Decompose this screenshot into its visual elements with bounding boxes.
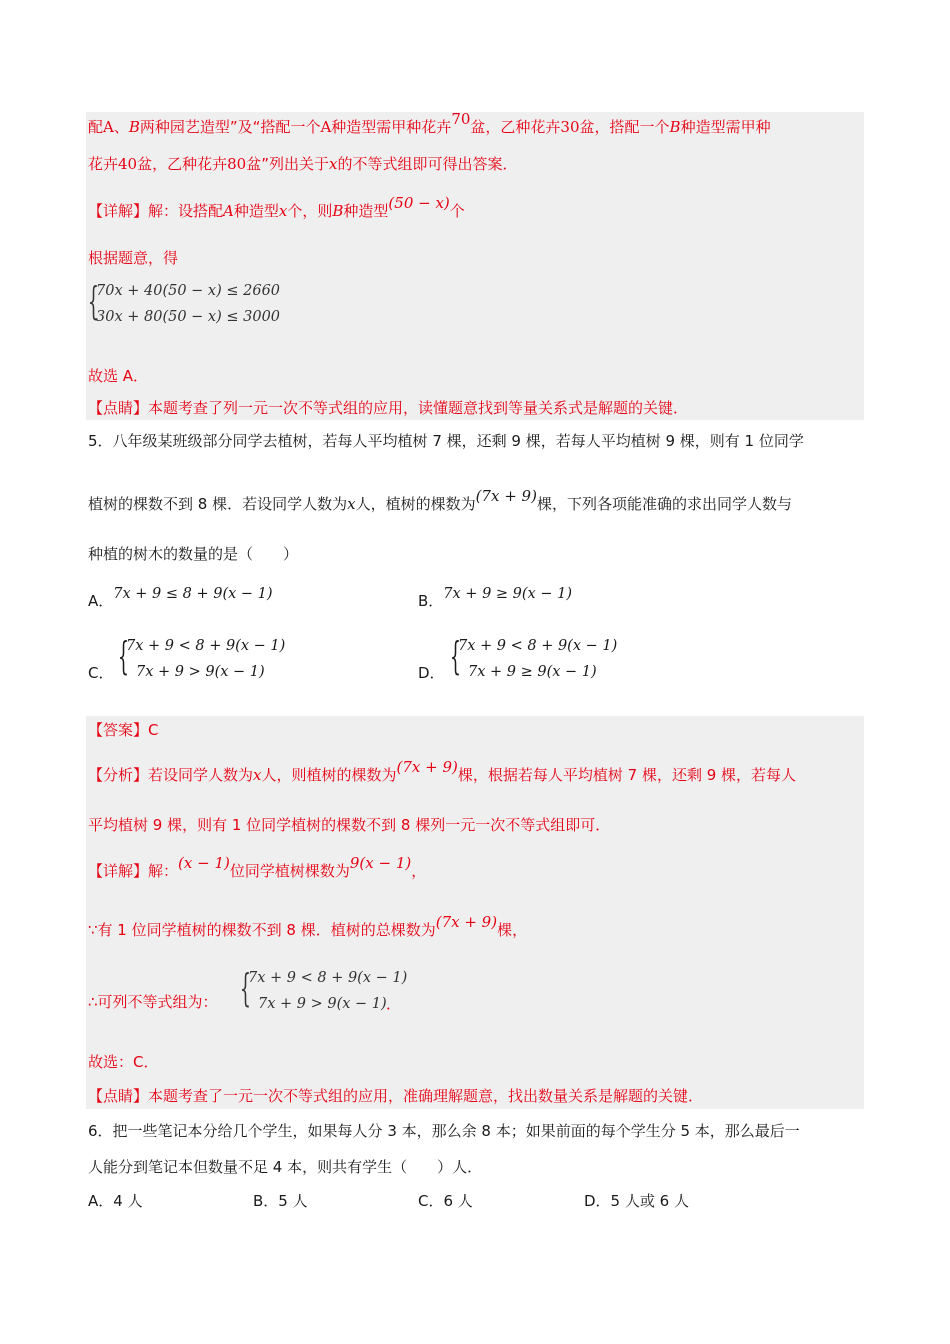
system-row: 7x + 9 > 9(x − 1) [258, 996, 387, 1012]
system-row: 7x + 9 < 8 + 9(x − 1) [458, 638, 618, 654]
q5-comment-line: 【点睛】本题考查了一元一次不等式组的应用，准确理解题意，找出数量关系是解题的关键． [88, 1087, 704, 1105]
detail-tag: 【详解】 [88, 202, 149, 220]
brace-symbol: { [118, 634, 129, 678]
system-row: 7x + 9 ≥ 9(x − 1) [468, 664, 597, 680]
prev-basis-line: 根据题意，得 [88, 249, 179, 267]
system-row: 7x + 9 < 8 + 9(x − 1) [248, 970, 408, 986]
prev-comment-line: 【点睛】本题考查了列一元一次不等式组的应用，读懂题意找到等量关系式是解题的关键． [88, 399, 689, 417]
q5-option-d-label[interactable]: D． [418, 664, 445, 682]
system-row: 30x + 80(50 − x) ≤ 3000 [96, 309, 281, 325]
q5-line1: 5．八年级某班级部分同学去植树，若每人平均植树 7 棵，还剩 9 棵，若每人平均植树 9 棵，则有 1 位同学 [88, 432, 804, 450]
system-row: 70x + 40(50 − x) ≤ 2660 [96, 283, 281, 299]
brace-symbol: { [240, 966, 251, 1010]
prev-detail-line: 【详解】解：设搭配A种造型x个，则B种造型(50 − x)个 [88, 194, 465, 220]
q5-therefore-end: ． [386, 995, 402, 1013]
q5-option-c-label[interactable]: C． [88, 664, 114, 682]
q6-line2: 人能分到笔记本但数量不足 4 本，则共有学生（ ）人． [88, 1158, 483, 1176]
prev-analysis-line1: 配A、B两种园艺造型”及“搭配一个A种造型需甲种花卉70盆，乙种花卉30盆，搭配一个B种造型需甲种 [88, 110, 771, 136]
q5-option-c-system[interactable] [118, 634, 298, 689]
q6-option-a[interactable]: A．4 人 [88, 1192, 143, 1210]
brace-symbol: { [88, 279, 99, 323]
q5-analysis-line1: 【分析】若设同学人数为x人，则植树的棵数为(7x + 9)棵，根据若每人平均植树 7 棵，还剩 9 棵，若每人 [88, 758, 797, 784]
q5-therefore-line: ∴可列不等式组为： [88, 993, 218, 1011]
q5-detail-line: 【详解】解：(x − 1)位同学植树棵数为9(x − 1)， [88, 854, 427, 880]
q5-option-a[interactable]: A．7x + 9 ≤ 8 + 9(x − 1) [88, 586, 273, 610]
q5-because-line: ∵有 1 位同学植树的棵数不到 8 棵．植树的总棵数为(7x + 9)棵， [88, 913, 528, 939]
q6-option-d[interactable]: D．5 人或 6 人 [584, 1192, 689, 1210]
brace-symbol: { [450, 634, 461, 678]
q6-option-b[interactable]: B．5 人 [253, 1192, 308, 1210]
q5-analysis-line2: 平均植树 9 棵，则有 1 位同学植树的棵数不到 8 棵列一元一次不等式组即可． [88, 816, 611, 834]
q5-option-d-system[interactable] [450, 634, 630, 689]
q5-option-b[interactable]: B．7x + 9 ≥ 9(x − 1) [418, 586, 572, 610]
prev-choose-line: 故选 A． [88, 367, 149, 385]
q5-answer-line: 【答案】C [88, 721, 159, 739]
q5-line3: 种植的树木的数量的是（ ） [88, 545, 299, 563]
prev-inequality-system [88, 279, 288, 334]
prev-analysis-line2: 花卉40盆，乙种花卉80盆”列出关于x的不等式组即可得出答案． [88, 155, 518, 173]
q6-option-c[interactable]: C．6 人 [418, 1192, 473, 1210]
q5-line2: 植树的棵数不到 8 棵．若设同学人数为x人，植树的棵数为(7x + 9)棵，下列各项能准确的求出同学人数与 [88, 487, 792, 513]
system-row: 7x + 9 < 8 + 9(x − 1) [126, 638, 286, 654]
q5-choose-line: 故选：C． [88, 1053, 159, 1071]
q6-line1: 6．把一些笔记本分给几个学生，如果每人分 3 本，那么余 8 本；如果前面的每个学生分 5 本，那么最后一 [88, 1122, 800, 1140]
system-row: 7x + 9 > 9(x − 1) [136, 664, 265, 680]
